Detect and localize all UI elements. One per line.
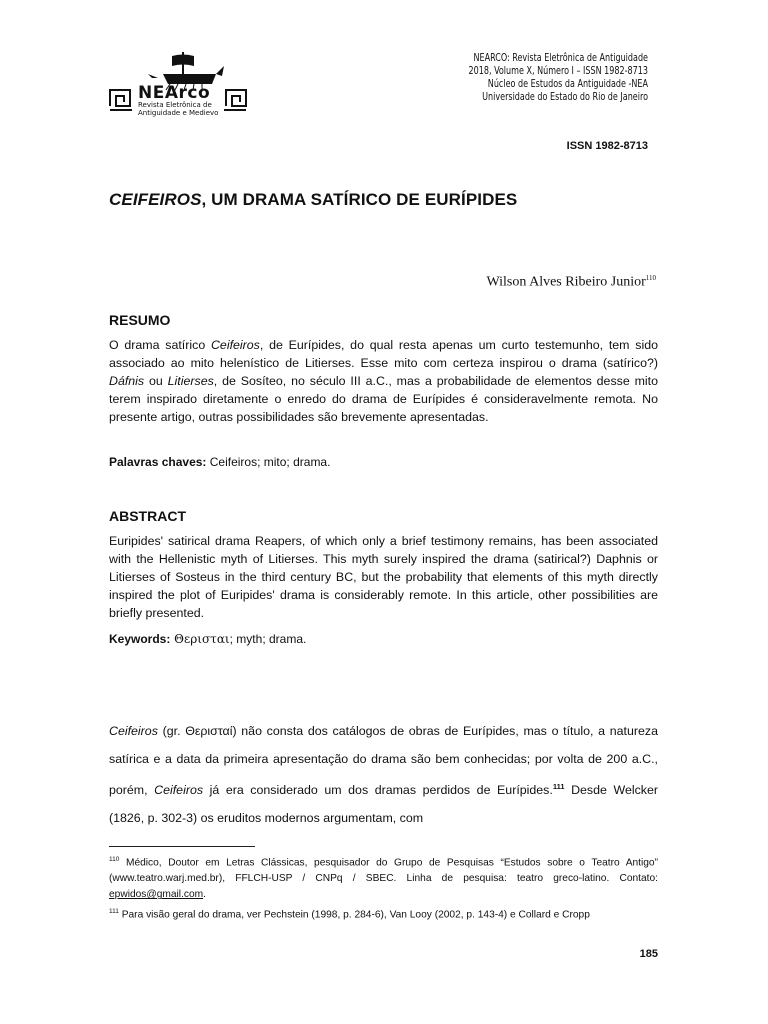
footnote-divider xyxy=(109,846,255,847)
journal-line-1: NEARCO: Revista Eletrônica de Antiguidade xyxy=(473,52,648,64)
logo-subtitle: Revista Eletrônica de Antiguidade e Medievo xyxy=(138,101,219,117)
journal-line-3: Núcleo de Estudos da Antiguidade -NEA xyxy=(487,78,648,90)
body-paragraph: Ceifeiros (gr. Θερισταί) não consta dos catálogos de obras de Eurípides, mas o título, a natureza satírica e a data da primeira apresentação do drama são bem conhecidas; por volta de 200 a.C., porém, Ceifeiros já era considerado um dos dramas perdidos de Eurípides.$^{111}$ Desde Welcker (1826, p. 302-3) os eruditos modernos argumentam, com xyxy=(109,724,658,826)
author-name: Wilson Alves Ribeiro Junior$^{110}$ xyxy=(486,274,656,290)
abstract-heading: ABSTRACT xyxy=(109,508,186,524)
page-number: 185 xyxy=(639,948,658,960)
journal-header xyxy=(424,52,648,104)
resumo-heading: RESUMO xyxy=(109,312,171,328)
journal-line-2: 2018, Volume X, Número I – ISSN 1982-8713 xyxy=(468,65,648,77)
issn-label: ISSN 1982-8713 xyxy=(566,140,648,152)
footnote-110: $^{110}$ Médico, Doutor em Letras Clássicas, pesquisador do Grupo de Pesquisas “Estudos sobre o Teatro Antigo” (www.teatro.warj.med.br), FFLCH-USP / CNPq / SBEC. Linha de pesquisa: teatro greco-latino. Contato: epwidos@gmail.com. xyxy=(109,856,658,901)
abstract-keywords: Keywords: Θερισται; myth; drama. xyxy=(109,632,307,646)
meander-left-icon xyxy=(110,90,132,110)
contact-email-link[interactable]: epwidos@gmail.com xyxy=(109,889,204,901)
body-footnote-ref[interactable]: 111 xyxy=(552,782,565,791)
resumo-text: O drama satírico Ceifeiros, de Eurípides, do qual resta apenas um curto testemunho, tem sido associado ao mito helenístico de Litierses. Esse mito com certeza inspirou o drama (satírico?) Dáfnis ou Litierses, de Sosíteo, no século III a.C., mas a probabilidade de elementos desse mito terem inspirado diretamente o enredo do drama de Eurípides é consideravelmente remota. No presente artigo, outras possibilidades são brevemente apresentadas. xyxy=(109,338,659,424)
meander-right-icon xyxy=(224,90,246,110)
resumo-keywords: Palavras chaves: Ceifeiros; mito; drama. xyxy=(109,455,331,469)
abstract-text: Euripides' satirical drama Reapers, of which only a brief testimony remains, has been associated with the Hellenistic myth of Litierses. This myth surely inspired the drama (satirical?) Daphnis or Litierses of Sosteus in the third century BC, but the probability that elements of this myth directly inspired the plot of Euripides' drama is considerably remote. In this article, other possibilities are briefly presented. xyxy=(109,534,658,620)
journal-line-4: Universidade do Estado do Rio de Janeiro xyxy=(482,91,648,103)
article-title: CEIFEIROS, UM DRAMA SATÍRICO DE EURÍPIDES xyxy=(109,190,518,209)
logo-name: NEArco xyxy=(138,83,211,103)
footnote-111: $^{111}$ Para visão geral do drama, ver Pechstein (1998, p. 284-6), Van Looy (2002, p. 143-4) e Collard e Cropp xyxy=(109,908,590,921)
author-footnote-ref[interactable]: 110 xyxy=(645,274,656,282)
